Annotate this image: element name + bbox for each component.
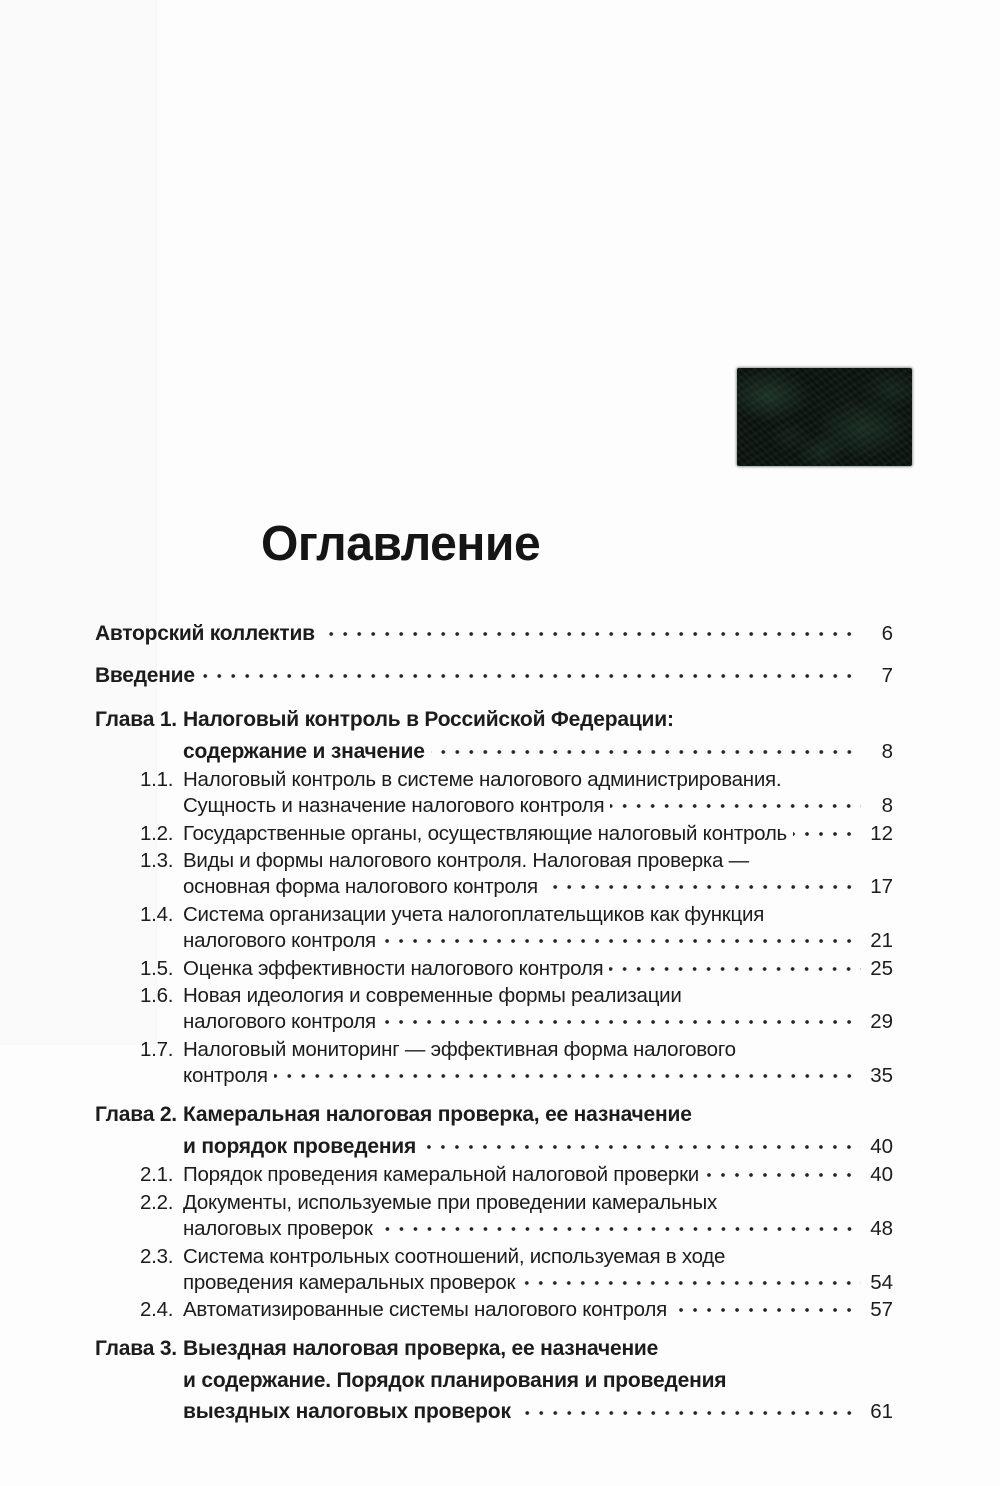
page-number: 7 [881,664,893,687]
toc-text: налогового контроля [183,929,376,953]
chapter-heading-line [95,1099,893,1131]
dot-leader [422,1131,861,1163]
chapter-label: Глава 3. [95,1337,177,1361]
chapter-heading-line [95,704,893,736]
toc-item-line [95,1297,893,1323]
toc-item [95,1037,893,1089]
toc-text: Порядок проведения камеральной налоговой проверки [183,1163,699,1187]
toc-entry-front [95,662,893,689]
chapter-heading-line [95,1396,893,1428]
toc-item-line [95,1216,893,1242]
toc-item [95,1190,893,1242]
page-number: 12 [870,821,893,845]
item-number: 1.3. [140,849,174,873]
page-number: 8 [881,794,893,817]
page-number: 17 [870,875,893,899]
toc-chapter [95,1333,893,1428]
toc-item [95,902,893,954]
toc-text: и порядок проведения [183,1134,417,1158]
item-number: 2.3. [140,1244,174,1268]
toc-item-line [95,1009,893,1035]
page-number: 35 [870,1064,893,1088]
dot-leader [382,1009,861,1035]
toc-item-line [95,1037,893,1063]
toc-chapter [95,704,893,1089]
toc-text: Оценка эффективности налогового контроля [183,956,604,980]
page-number: 40 [870,1163,893,1187]
toc-text: Введение [95,664,195,687]
page-number: 40 [870,1134,893,1158]
toc-text: Система организации учета налогоплательщиков как функция [183,903,765,927]
toc-text: Налоговый контроль в Российской Федерации: [183,708,674,731]
chapter-label: Глава 1. [95,708,177,731]
toc-text: основная форма налогового контроля [183,875,538,899]
item-number: 1.1. [140,768,174,791]
toc-text: налогового контроля [183,1010,376,1034]
toc-text: Налоговый мониторинг — эффективная форма налогового [183,1038,736,1062]
toc-item-line [95,874,893,900]
item-number: 2.4. [140,1298,174,1322]
dot-leader [521,1270,861,1296]
chapter-heading-line [95,1333,893,1365]
toc-item-line [95,1190,893,1216]
toc-text: Налоговый контроль в системе налогового администрирования. [183,768,782,791]
item-number: 1.7. [140,1038,174,1062]
toc-item [95,956,893,982]
toc-text: Документы, используемые при проведении камеральных [183,1190,717,1214]
page-number: 21 [870,929,893,953]
toc-text: проведения камеральных проверок [183,1270,516,1294]
toc-item-line [95,1063,893,1089]
page-number: 54 [870,1270,893,1294]
toc-text: Сущность и назначение налогового контроля [183,794,605,817]
page-title: Оглавление [261,516,541,571]
toc-chapter [95,1099,893,1323]
dot-leader [673,1297,861,1323]
toc-item-line [95,1244,893,1270]
chapter-heading-line [95,1365,893,1397]
toc-item-line [95,793,893,819]
toc-item-line [95,983,893,1009]
toc-text: Автоматизированные системы налогового контроля [183,1298,667,1322]
toc-item-line [95,928,893,954]
toc-text: Камеральная налоговая проверка, ее назначение [183,1103,692,1127]
item-number: 1.2. [140,821,174,845]
toc-item-line [95,848,893,874]
dot-leader [274,1063,861,1089]
toc-item [95,767,893,819]
page-number: 48 [870,1216,893,1240]
item-number: 1.4. [140,903,174,927]
chapter-label: Глава 2. [95,1103,177,1127]
toc-entry-front [95,620,893,647]
toc-text: Виды и формы налогового контроля. Налоговая проверка — [183,849,749,873]
dot-leader [321,620,861,647]
toc-text: Система контрольных соотношений, используемая в ходе [183,1244,726,1268]
toc-text: Авторский коллектив [95,622,315,645]
toc-item-line [95,1162,893,1188]
toc-item-line [95,956,893,982]
page-number: 61 [870,1400,893,1424]
toc-item [95,821,893,847]
toc-text: содержание и значение [183,739,425,763]
item-number: 2.1. [140,1163,174,1187]
toc [95,620,893,1428]
chapter-items [95,767,893,1089]
toc-item-line [95,1270,893,1296]
toc-item-line [95,767,893,793]
dot-leader [431,736,861,768]
dot-leader [379,1216,861,1242]
toc-text: налоговых проверок [183,1216,373,1240]
redacted-stamp [737,368,912,466]
toc-item [95,848,893,900]
item-number: 2.2. [140,1190,174,1214]
toc-item [95,1244,893,1296]
page-number: 8 [881,739,893,763]
chapter-heading-line [95,1131,893,1163]
toc-item-line [95,821,893,847]
dot-leader [610,793,861,819]
toc-text: Выездная налоговая проверка, ее назначение [183,1337,659,1361]
page-number: 57 [870,1298,893,1322]
toc-item [95,1162,893,1188]
dot-leader [517,1396,861,1428]
dot-leader [705,1162,861,1188]
toc-item-line [95,902,893,928]
toc-text: контроля [183,1064,268,1088]
page-number: 29 [870,1010,893,1034]
dot-leader [609,956,861,982]
toc-text: выездных налоговых проверок [183,1400,511,1424]
toc-item [95,1297,893,1323]
toc-text: Государственные органы, осуществляющие налоговый контроль [183,821,787,845]
page-number: 25 [870,956,893,980]
page-number: 6 [881,622,893,645]
dot-leader [382,928,861,954]
chapter-items [95,1162,893,1323]
dot-leader [793,821,861,847]
item-number: 1.6. [140,984,174,1008]
dot-leader [544,874,861,900]
dot-leader [201,662,861,689]
toc-text: и содержание. Порядок планирования и проведения [183,1368,727,1392]
toc-text: Новая идеология и современные формы реализации [183,984,682,1008]
chapter-heading-line [95,736,893,768]
item-number: 1.5. [140,956,174,980]
toc-item [95,983,893,1035]
